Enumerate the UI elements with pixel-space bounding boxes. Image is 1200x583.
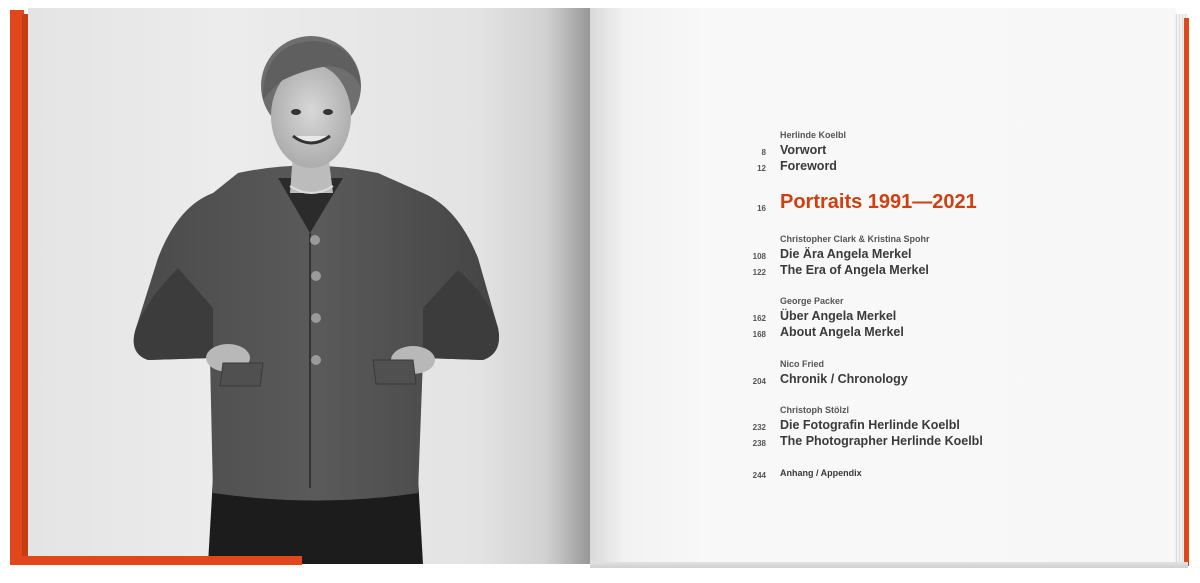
toc-author-clark-spohr: Christopher Clark & Kristina Spohr (780, 234, 930, 244)
toc-entry-about-en: About Angela Merkel (780, 325, 904, 339)
toc-author-koelbl: Herlinde Koelbl (780, 130, 847, 140)
toc-page-about-en: 168 (752, 330, 766, 339)
toc-page-era-en: 122 (752, 268, 766, 277)
toc-page-foreword: 12 (757, 164, 766, 173)
toc-entry-foreword: Foreword (780, 159, 837, 173)
toc-page-vorwort: 8 (761, 148, 766, 157)
toc-page-portraits: 16 (757, 204, 766, 213)
toc-author-packer: George Packer (780, 296, 844, 306)
toc-page-about-de: 162 (752, 314, 766, 323)
toc-entry-vorwort: Vorwort (780, 143, 827, 157)
toc-entry-about-de: Über Angela Merkel (780, 309, 897, 323)
toc-entry-era-en: The Era of Angela Merkel (780, 263, 929, 277)
toc-entry-chron: Chronik / Chronology (780, 372, 908, 386)
toc-entry-photog-de: Die Fotografin Herlinde Koelbl (780, 418, 960, 432)
toc-page-photog-de: 232 (752, 423, 766, 432)
toc-entry-photog-en: The Photographer Herlinde Koelbl (780, 434, 983, 448)
toc-author-stoelzl: Christoph Stölzl (780, 405, 849, 415)
toc-entry-era-de: Die Ära Angela Merkel (780, 247, 912, 261)
toc-page-appendix: 244 (752, 471, 766, 480)
toc-author-fried: Nico Fried (780, 359, 825, 369)
toc-entry-appendix: Anhang / Appendix (780, 468, 862, 478)
toc-page-chron: 204 (752, 377, 766, 386)
toc-page-photog-en: 238 (752, 439, 766, 448)
toc-page-era-de: 108 (752, 252, 766, 261)
toc-entry-portraits: Portraits 1991—2021 (780, 191, 977, 213)
